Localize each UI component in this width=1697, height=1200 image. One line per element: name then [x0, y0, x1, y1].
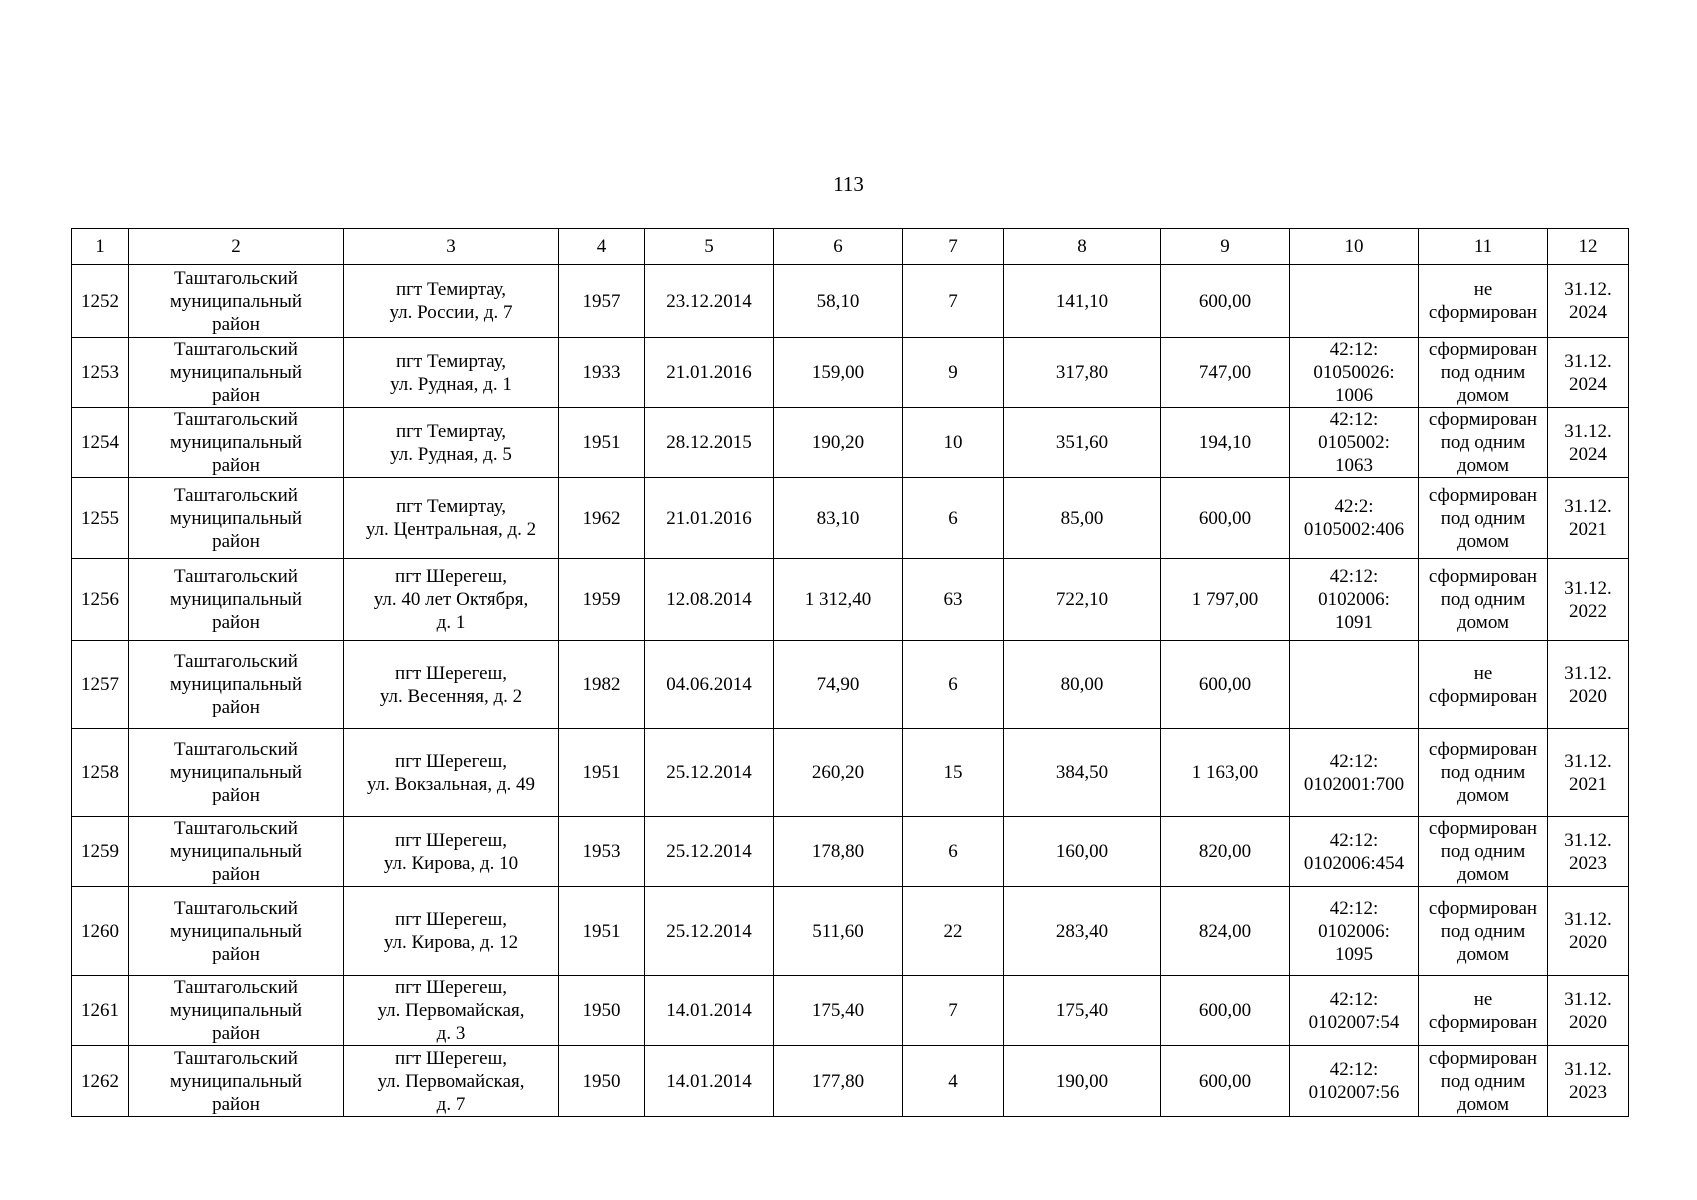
cell-col-7: 4	[903, 1046, 1004, 1117]
cell-cadastral-number	[1290, 559, 1419, 641]
address-line: пгт Темиртау,	[395, 496, 507, 517]
status-line: сформирован	[1428, 739, 1538, 760]
deadline-line: 31.12.	[1564, 829, 1612, 851]
cell-deadline	[1548, 559, 1629, 641]
cell-row-number: 1252	[72, 265, 129, 338]
address-line: ул. Первомайская,	[377, 1000, 525, 1021]
cadastre-line: 0102007:54	[1308, 1011, 1400, 1033]
cell-year: 1951	[559, 729, 645, 817]
cell-col-8: 351,60	[1004, 408, 1161, 478]
cell-deadline	[1548, 1046, 1629, 1117]
cell-date: 25.12.2014	[645, 887, 774, 976]
deadline-line: 31.12.	[1564, 420, 1612, 442]
status-line: под одним	[1440, 362, 1526, 383]
cell-row-number: 1260	[72, 887, 129, 976]
cell-col-9: 600,00	[1161, 641, 1290, 729]
address-line: пгт Шерегеш,	[395, 829, 507, 851]
cadastre-line: 42:12:	[1329, 339, 1379, 360]
status-line: не	[1473, 988, 1493, 1010]
status-line: под одним	[1440, 920, 1526, 942]
cell-year: 1951	[559, 887, 645, 976]
municipality-line: муниципальный	[169, 762, 303, 783]
deadline-line: 31.12.	[1564, 662, 1612, 684]
cell-cadastral-number	[1290, 641, 1419, 729]
municipality-line: район	[212, 313, 260, 335]
address-line: ул. Вокзальная, д. 49	[366, 773, 536, 795]
status-line: под одним	[1440, 432, 1526, 453]
cell-year: 1982	[559, 641, 645, 729]
cadastre-line: 1006	[1335, 385, 1373, 406]
municipality-line: муниципальный	[169, 589, 303, 610]
cell-col-6: 74,90	[774, 641, 903, 729]
address-line: пгт Шерегеш,	[395, 566, 507, 587]
cell-cadastral-number	[1290, 887, 1419, 976]
status-line: сформирован	[1428, 484, 1538, 506]
deadline-line: 31.12.	[1564, 350, 1612, 372]
cadastre-line: 42:12:	[1329, 566, 1379, 587]
cell-address	[344, 1046, 559, 1117]
cell-deadline	[1548, 641, 1629, 729]
address-line: пгт Темиртау,	[395, 420, 507, 442]
municipality-line: район	[212, 864, 260, 885]
cell-municipality	[129, 478, 344, 559]
cell-land-status	[1419, 338, 1548, 408]
cell-col-6: 83,10	[774, 478, 903, 559]
cell-row-number: 1255	[72, 478, 129, 559]
status-line: сформирован	[1428, 897, 1538, 919]
cell-municipality	[129, 817, 344, 887]
table-row	[72, 976, 1629, 1046]
status-line: домом	[1457, 612, 1509, 633]
address-line: д. 1	[436, 612, 466, 633]
page-number: 113	[833, 172, 864, 196]
status-line: сформирован	[1428, 685, 1538, 707]
cell-row-number: 1253	[72, 338, 129, 408]
table-row	[72, 887, 1629, 976]
deadline-line: 2024	[1569, 302, 1607, 323]
status-line: домом	[1457, 385, 1509, 406]
cadastre-line: 1091	[1335, 612, 1373, 633]
cadastre-line: 0102006:	[1318, 920, 1390, 942]
cell-cadastral-number	[1290, 729, 1419, 817]
cell-date: 04.06.2014	[645, 641, 774, 729]
municipality-line: муниципальный	[169, 1000, 303, 1021]
municipality-line: Таштагольский	[174, 818, 298, 839]
cell-row-number: 1262	[72, 1046, 129, 1117]
cell-col-8: 80,00	[1004, 641, 1161, 729]
cell-land-status	[1419, 265, 1548, 338]
cell-col-7: 10	[903, 408, 1004, 478]
municipality-line: район	[212, 785, 260, 806]
cell-year: 1957	[559, 265, 645, 338]
cell-col-6: 175,40	[774, 976, 903, 1046]
cell-address	[344, 817, 559, 887]
cell-year: 1933	[559, 338, 645, 408]
status-line: домом	[1457, 785, 1509, 806]
cell-year: 1959	[559, 559, 645, 641]
cell-cadastral-number	[1290, 338, 1419, 408]
municipality-line: район	[212, 1023, 260, 1044]
address-line: ул. России, д. 7	[389, 302, 513, 323]
cell-address	[344, 338, 559, 408]
status-line: сформирован	[1428, 302, 1538, 323]
cell-municipality	[129, 641, 344, 729]
cell-col-8: 85,00	[1004, 478, 1161, 559]
status-line: сформирован	[1428, 818, 1538, 839]
address-line: д. 7	[436, 1093, 466, 1115]
table-header-row	[72, 229, 1629, 265]
cell-row-number: 1258	[72, 729, 129, 817]
cell-municipality	[129, 338, 344, 408]
cell-col-8: 283,40	[1004, 887, 1161, 976]
municipality-line: район	[212, 1093, 260, 1115]
table-row	[72, 729, 1629, 817]
cadastre-line: 0102007:56	[1308, 1082, 1400, 1103]
address-line: ул. 40 лет Октября,	[373, 589, 529, 610]
cell-col-7: 22	[903, 887, 1004, 976]
cell-address	[344, 976, 559, 1046]
deadline-line: 2020	[1569, 685, 1607, 707]
cell-deadline	[1548, 265, 1629, 338]
address-line: д. 3	[436, 1023, 466, 1044]
column-header: 12	[1548, 229, 1629, 265]
deadline-line: 2021	[1569, 773, 1607, 795]
municipality-line: Таштагольский	[174, 651, 298, 672]
address-line: пгт Шерегеш,	[395, 662, 507, 684]
cell-year: 1962	[559, 478, 645, 559]
cell-col-8: 317,80	[1004, 338, 1161, 408]
cell-col-8: 722,10	[1004, 559, 1161, 641]
deadline-line: 2022	[1569, 600, 1607, 622]
cell-col-8: 190,00	[1004, 1046, 1161, 1117]
cadastre-line: 42:12:	[1329, 829, 1379, 851]
cell-year: 1953	[559, 817, 645, 887]
cell-address	[344, 887, 559, 976]
cadastre-line: 42:2:	[1334, 496, 1374, 517]
address-line: пгт Темиртау,	[395, 279, 507, 300]
cell-land-status	[1419, 641, 1548, 729]
cell-land-status	[1419, 887, 1548, 976]
table-row	[72, 265, 1629, 338]
cadastre-line: 0102001:700	[1303, 773, 1405, 795]
cell-cadastral-number	[1290, 976, 1419, 1046]
housing-registry-table	[71, 228, 1629, 1117]
municipality-line: муниципальный	[169, 507, 303, 529]
cell-col-9: 194,10	[1161, 408, 1290, 478]
table-row	[72, 641, 1629, 729]
cell-col-6: 260,20	[774, 729, 903, 817]
status-line: сформирован	[1428, 409, 1538, 430]
deadline-line: 31.12.	[1564, 496, 1612, 517]
status-line: не	[1473, 662, 1493, 684]
cell-col-9: 600,00	[1161, 1046, 1290, 1117]
status-line: домом	[1457, 943, 1509, 965]
cell-deadline	[1548, 408, 1629, 478]
column-header: 10	[1290, 229, 1419, 265]
cadastre-line: 42:12:	[1329, 1059, 1379, 1080]
column-header: 4	[559, 229, 645, 265]
cell-col-6: 1 312,40	[774, 559, 903, 641]
cadastre-line: 42:12:	[1329, 750, 1379, 772]
cell-col-9: 747,00	[1161, 338, 1290, 408]
municipality-line: Таштагольский	[174, 897, 298, 919]
status-line: под одним	[1440, 762, 1526, 783]
cell-col-6: 511,60	[774, 887, 903, 976]
municipality-line: Таштагольский	[174, 566, 298, 587]
cell-year: 1950	[559, 1046, 645, 1117]
cell-address	[344, 478, 559, 559]
status-line: домом	[1457, 530, 1509, 552]
status-line: домом	[1457, 1093, 1509, 1115]
column-header: 1	[72, 229, 129, 265]
deadline-line: 31.12.	[1564, 750, 1612, 772]
deadline-line: 2024	[1569, 443, 1607, 465]
table-row	[72, 559, 1629, 641]
cell-col-9: 1 163,00	[1161, 729, 1290, 817]
cell-land-status	[1419, 976, 1548, 1046]
status-line: сформирован	[1428, 1011, 1538, 1033]
cell-municipality	[129, 887, 344, 976]
cell-row-number: 1256	[72, 559, 129, 641]
cell-municipality	[129, 559, 344, 641]
cell-date: 14.01.2014	[645, 1046, 774, 1117]
cell-col-6: 58,10	[774, 265, 903, 338]
cell-col-8: 141,10	[1004, 265, 1161, 338]
cell-address	[344, 265, 559, 338]
column-header: 8	[1004, 229, 1161, 265]
cell-col-9: 600,00	[1161, 265, 1290, 338]
cell-col-9: 600,00	[1161, 478, 1290, 559]
column-header: 11	[1419, 229, 1548, 265]
status-line: не	[1473, 279, 1493, 300]
cadastre-line: 42:12:	[1329, 988, 1379, 1010]
status-line: домом	[1457, 864, 1509, 885]
municipality-line: муниципальный	[169, 362, 303, 383]
column-header: 2	[129, 229, 344, 265]
status-line: под одним	[1440, 1070, 1526, 1092]
table-row	[72, 817, 1629, 887]
municipality-line: муниципальный	[169, 432, 303, 453]
address-line: пгт Шерегеш,	[395, 1047, 507, 1069]
cell-deadline	[1548, 729, 1629, 817]
cadastre-line: 0105002:	[1318, 432, 1390, 453]
municipality-line: район	[212, 530, 260, 552]
cell-col-7: 63	[903, 559, 1004, 641]
deadline-line: 31.12.	[1564, 909, 1612, 930]
municipality-line: район	[212, 943, 260, 965]
cell-col-6: 178,80	[774, 817, 903, 887]
address-line: ул. Центральная, д. 2	[365, 519, 537, 540]
cadastre-line: 01050026:	[1313, 362, 1395, 383]
cell-col-8: 160,00	[1004, 817, 1161, 887]
address-line: ул. Рудная, д. 5	[390, 443, 512, 465]
cell-col-9: 824,00	[1161, 887, 1290, 976]
address-line: пгт Шерегеш,	[395, 909, 507, 930]
cell-col-7: 6	[903, 478, 1004, 559]
cell-address	[344, 408, 559, 478]
cell-land-status	[1419, 559, 1548, 641]
table-row	[72, 478, 1629, 559]
cell-land-status	[1419, 1046, 1548, 1117]
cell-col-8: 175,40	[1004, 976, 1161, 1046]
cell-col-7: 15	[903, 729, 1004, 817]
address-line: пгт Шерегеш,	[395, 977, 507, 998]
cell-row-number: 1259	[72, 817, 129, 887]
cell-col-9: 820,00	[1161, 817, 1290, 887]
cell-row-number: 1254	[72, 408, 129, 478]
cadastre-line: 42:12:	[1329, 897, 1379, 919]
cell-date: 12.08.2014	[645, 559, 774, 641]
municipality-line: Таштагольский	[174, 977, 298, 998]
cell-cadastral-number	[1290, 1046, 1419, 1117]
column-header: 5	[645, 229, 774, 265]
cell-address	[344, 729, 559, 817]
address-line: ул. Кирова, д. 12	[383, 932, 519, 953]
cell-municipality	[129, 729, 344, 817]
cell-municipality	[129, 265, 344, 338]
address-line: пгт Темиртау,	[395, 350, 507, 372]
status-line: сформирован	[1428, 566, 1538, 587]
address-line: ул. Весенняя, д. 2	[379, 685, 523, 707]
deadline-line: 31.12.	[1564, 1059, 1612, 1080]
cell-date: 21.01.2016	[645, 478, 774, 559]
address-line: ул. Первомайская,	[377, 1070, 525, 1092]
table-row	[72, 338, 1629, 408]
table-body	[72, 265, 1629, 1117]
deadline-line: 2020	[1569, 932, 1607, 953]
municipality-line: Таштагольский	[174, 484, 298, 506]
municipality-line: Таштагольский	[174, 739, 298, 760]
cell-address	[344, 559, 559, 641]
municipality-line: район	[212, 697, 260, 718]
municipality-line: муниципальный	[169, 674, 303, 695]
cell-deadline	[1548, 976, 1629, 1046]
cell-col-9: 600,00	[1161, 976, 1290, 1046]
cell-cadastral-number	[1290, 478, 1419, 559]
municipality-line: муниципальный	[169, 1070, 303, 1092]
municipality-line: Таштагольский	[174, 339, 298, 360]
cell-municipality	[129, 976, 344, 1046]
cell-deadline	[1548, 887, 1629, 976]
cell-row-number: 1257	[72, 641, 129, 729]
municipality-line: Таштагольский	[174, 1047, 298, 1069]
municipality-line: Таштагольский	[174, 267, 298, 289]
cell-land-status	[1419, 478, 1548, 559]
deadline-line: 31.12.	[1564, 577, 1612, 599]
cadastre-line: 1095	[1335, 943, 1373, 965]
cadastre-line: 0102006:454	[1303, 852, 1405, 874]
cell-col-7: 9	[903, 338, 1004, 408]
cell-deadline	[1548, 338, 1629, 408]
status-line: под одним	[1440, 507, 1526, 529]
table-row	[72, 408, 1629, 478]
cell-cadastral-number	[1290, 408, 1419, 478]
cell-col-6: 159,00	[774, 338, 903, 408]
address-line: ул. Кирова, д. 10	[383, 852, 519, 874]
cell-col-6: 177,80	[774, 1046, 903, 1117]
cell-date: 21.01.2016	[645, 338, 774, 408]
cell-deadline	[1548, 817, 1629, 887]
cell-land-status	[1419, 408, 1548, 478]
cell-col-7: 6	[903, 817, 1004, 887]
municipality-line: муниципальный	[169, 290, 303, 312]
cell-col-9: 1 797,00	[1161, 559, 1290, 641]
table-row	[72, 1046, 1629, 1117]
deadline-line: 2023	[1569, 852, 1607, 874]
cell-col-7: 7	[903, 976, 1004, 1046]
cadastre-line: 1063	[1335, 455, 1373, 476]
column-header: 9	[1161, 229, 1290, 265]
municipality-line: муниципальный	[169, 841, 303, 862]
column-header: 6	[774, 229, 903, 265]
cell-col-7: 7	[903, 265, 1004, 338]
deadline-line: 2020	[1569, 1011, 1607, 1033]
cell-cadastral-number	[1290, 265, 1419, 338]
municipality-line: муниципальный	[169, 920, 303, 942]
cadastre-line: 0102006:	[1318, 589, 1390, 610]
cadastre-line: 42:12:	[1329, 409, 1379, 430]
cadastre-line: 0105002:406	[1303, 519, 1405, 540]
cell-municipality	[129, 408, 344, 478]
deadline-line: 31.12.	[1564, 988, 1612, 1010]
deadline-line: 2021	[1569, 519, 1607, 540]
deadline-line: 31.12.	[1564, 279, 1612, 300]
deadline-line: 2023	[1569, 1082, 1607, 1103]
column-header: 3	[344, 229, 559, 265]
status-line: домом	[1457, 455, 1509, 476]
address-line: пгт Шерегеш,	[395, 750, 507, 772]
municipality-line: Таштагольский	[174, 409, 298, 430]
municipality-line: район	[212, 385, 260, 406]
cell-municipality	[129, 1046, 344, 1117]
cell-date: 14.01.2014	[645, 976, 774, 1046]
status-line: под одним	[1440, 841, 1526, 862]
cell-year: 1950	[559, 976, 645, 1046]
cell-land-status	[1419, 817, 1548, 887]
cell-row-number: 1261	[72, 976, 129, 1046]
status-line: под одним	[1440, 589, 1526, 610]
deadline-line: 2024	[1569, 373, 1607, 395]
cell-address	[344, 641, 559, 729]
municipality-line: район	[212, 455, 260, 476]
column-header: 7	[903, 229, 1004, 265]
cell-year: 1951	[559, 408, 645, 478]
cell-date: 25.12.2014	[645, 817, 774, 887]
cell-land-status	[1419, 729, 1548, 817]
address-line: ул. Рудная, д. 1	[390, 373, 512, 395]
status-line: сформирован	[1428, 1047, 1538, 1069]
cell-col-6: 190,20	[774, 408, 903, 478]
cell-date: 23.12.2014	[645, 265, 774, 338]
cell-col-8: 384,50	[1004, 729, 1161, 817]
cell-date: 25.12.2014	[645, 729, 774, 817]
cell-date: 28.12.2015	[645, 408, 774, 478]
cell-col-7: 6	[903, 641, 1004, 729]
status-line: сформирован	[1428, 339, 1538, 360]
municipality-line: район	[212, 612, 260, 633]
cell-deadline	[1548, 478, 1629, 559]
cell-cadastral-number	[1290, 817, 1419, 887]
